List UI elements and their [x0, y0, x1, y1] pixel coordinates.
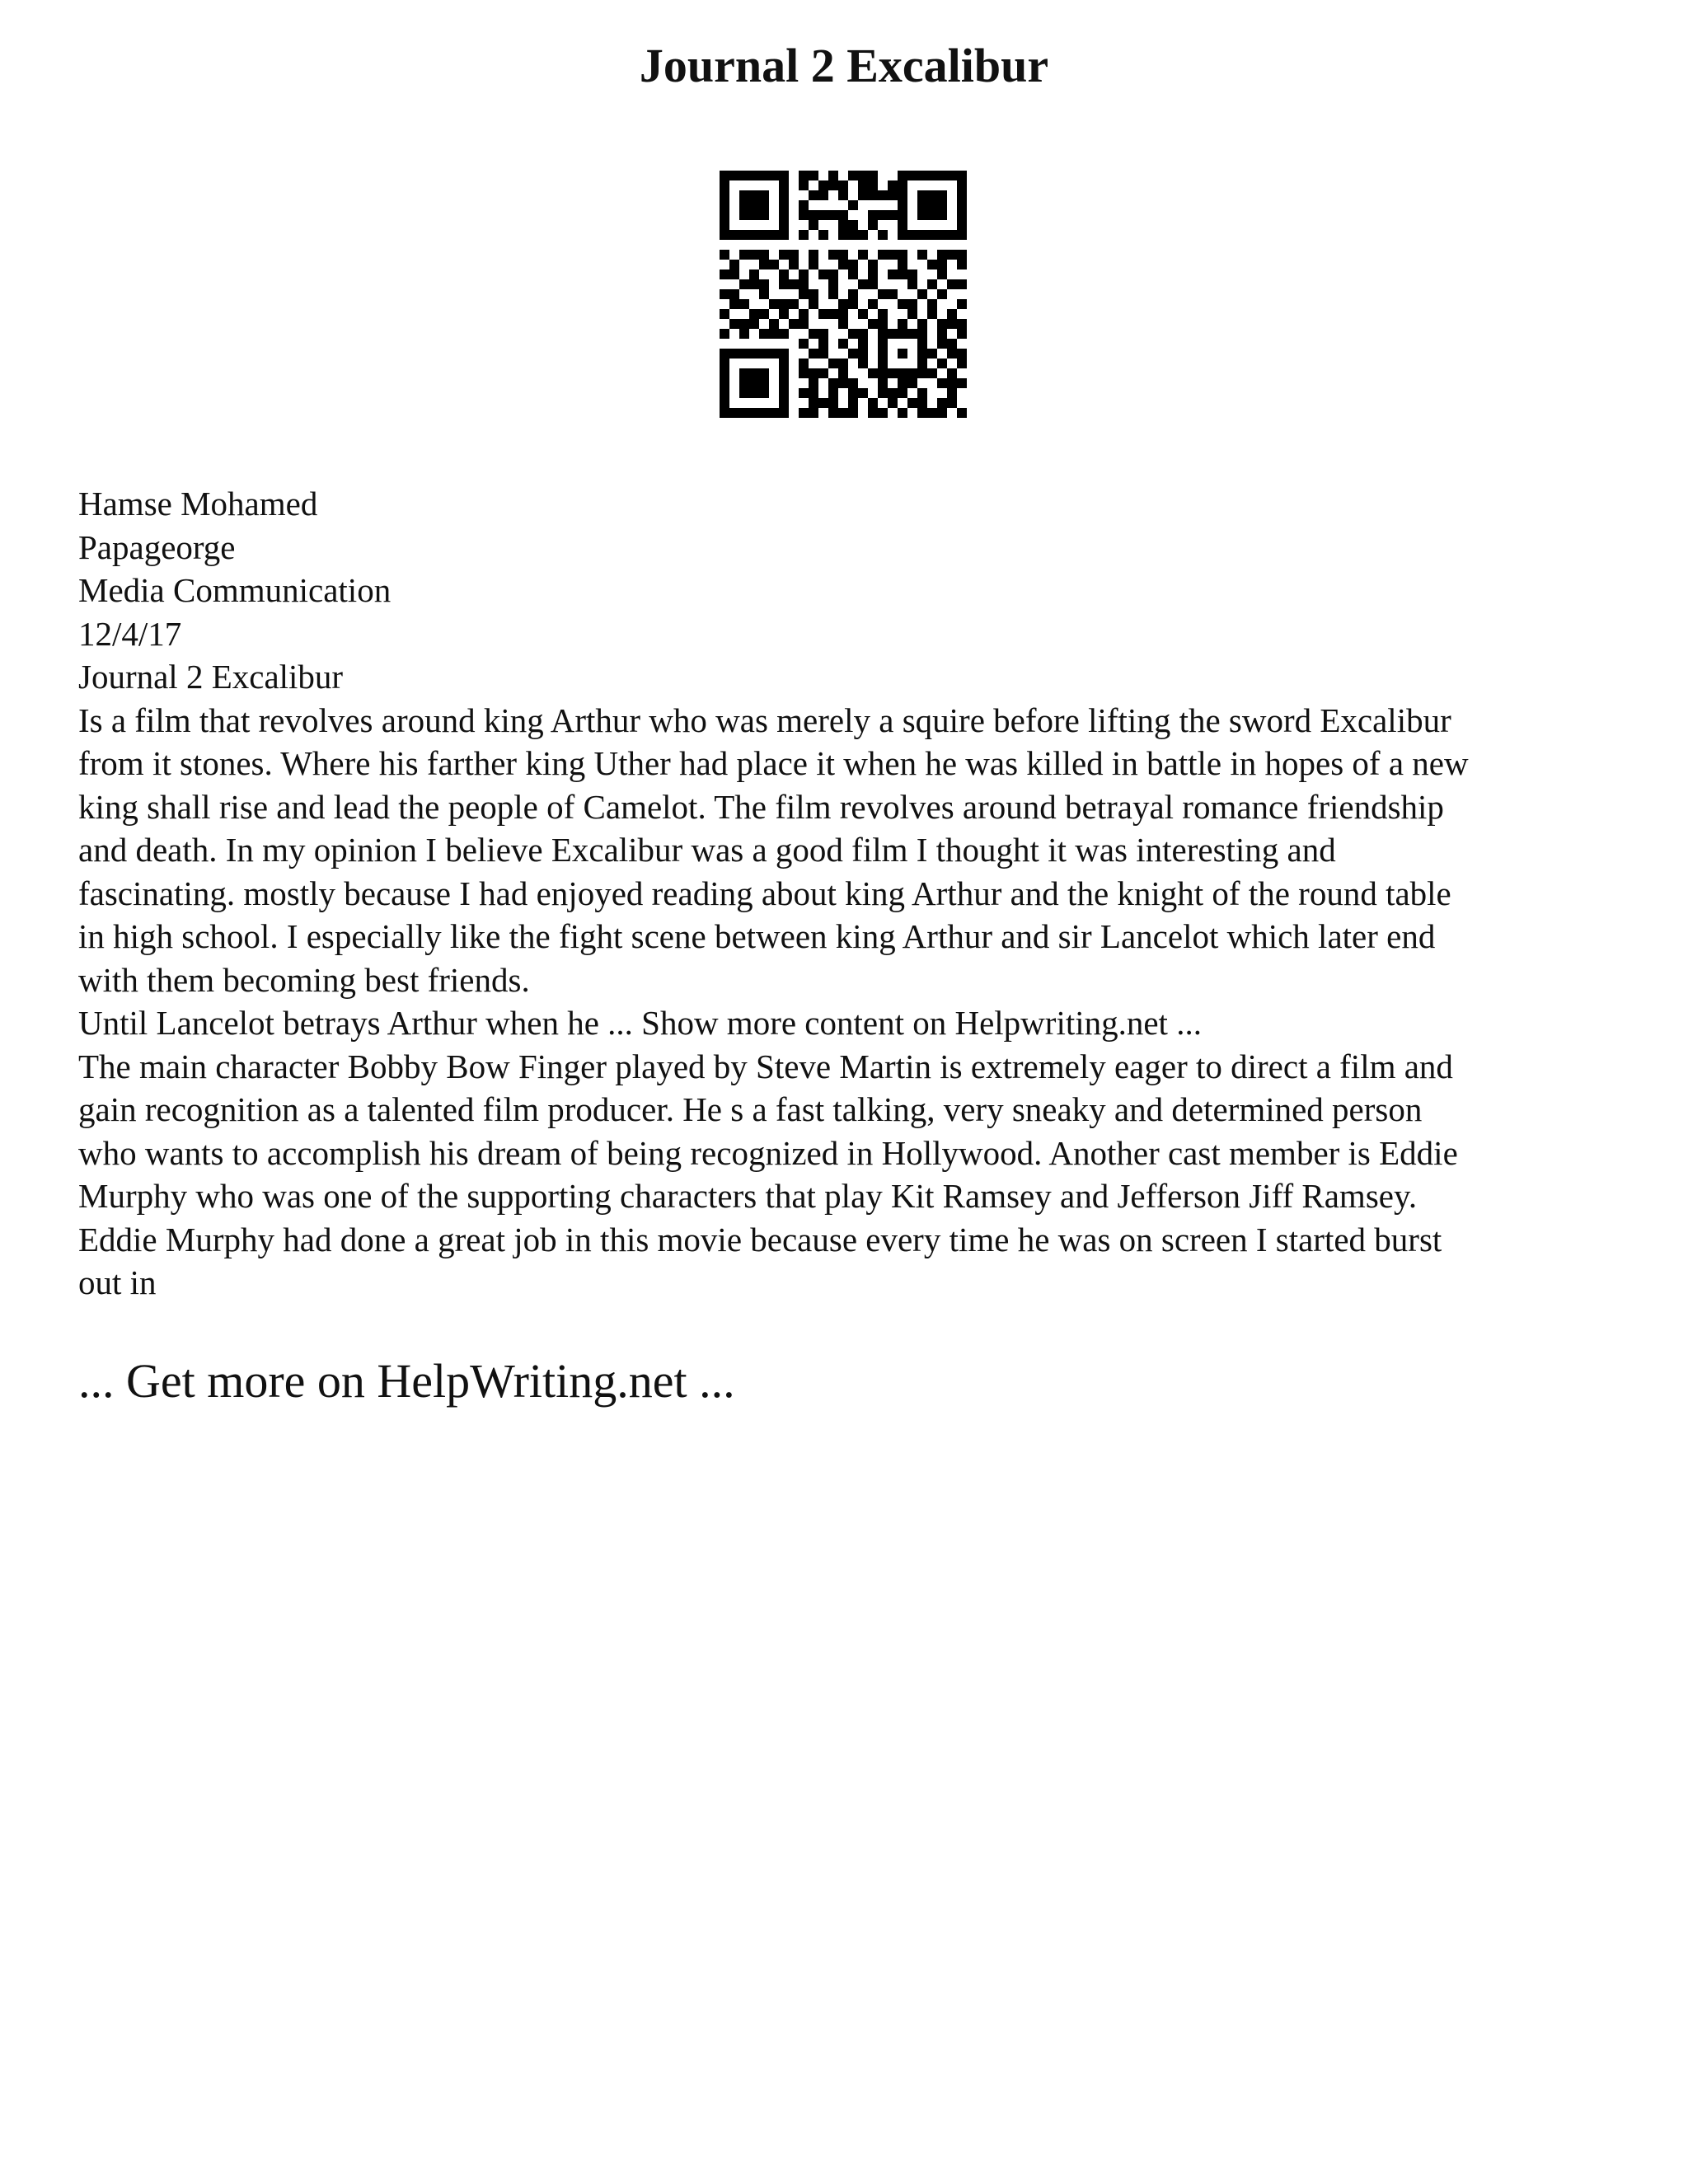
body-line: fascinating. mostly because I had enjoyed reading about king Arthur and the knight of the round table	[78, 874, 1451, 912]
body-line: and death. In my opinion I believe Excalibur was a good film I thought it was interesting and	[78, 831, 1336, 869]
body-line: gain recognition as a talented film producer. He s a fast talking, very sneaky and determined person	[78, 1090, 1423, 1128]
date: 12/4/17	[78, 614, 182, 653]
body-line: who wants to accomplish his dream of being recognized in Hollywood. Another cast member is Eddie	[78, 1133, 1458, 1172]
body-line: with them becoming best friends.	[78, 960, 530, 999]
body-line: Eddie Murphy had done a great job in this movie because every time he was on screen I started burst	[78, 1220, 1442, 1258]
course-name: Media Communication	[78, 571, 392, 609]
body-line: king shall rise and lead the people of Camelot. The film revolves around betrayal romance friendship	[78, 787, 1444, 826]
body-line: from it stones. Where his farther king Uther had place it when he was killed in battle in hopes of a new	[78, 744, 1469, 782]
journal-body	[78, 482, 1628, 1305]
show-more-line: Until Lancelot betrays Arthur when he ... Show more content on Helpwriting.net ...	[78, 1004, 1202, 1042]
body-line: in high school. I especially like the fight scene between king Arthur and sir Lancelot which later end	[78, 917, 1436, 955]
body-line: Is a film that revolves around king Arthur who was merely a squire before lifting the sword Excalibur	[78, 701, 1451, 739]
author-name: Hamse Mohamed	[78, 485, 318, 523]
journal-heading: Journal 2 Excalibur	[78, 658, 344, 696]
instructor-name: Papageorge	[78, 527, 236, 566]
page-title: Journal 2 Excalibur	[639, 39, 1049, 92]
qr-code-icon	[720, 171, 967, 418]
body-line: The main character Bobby Bow Finger played by Steve Martin is extremely eager to direct a film and	[78, 1047, 1453, 1085]
body-line: out in	[78, 1263, 157, 1301]
qr-code-graphic	[720, 171, 967, 418]
get-more-link[interactable]: ... Get more on HelpWriting.net ...	[78, 1354, 735, 1408]
body-line: Murphy who was one of the supporting characters that play Kit Ramsey and Jefferson Jiff Ramsey.	[78, 1177, 1418, 1215]
